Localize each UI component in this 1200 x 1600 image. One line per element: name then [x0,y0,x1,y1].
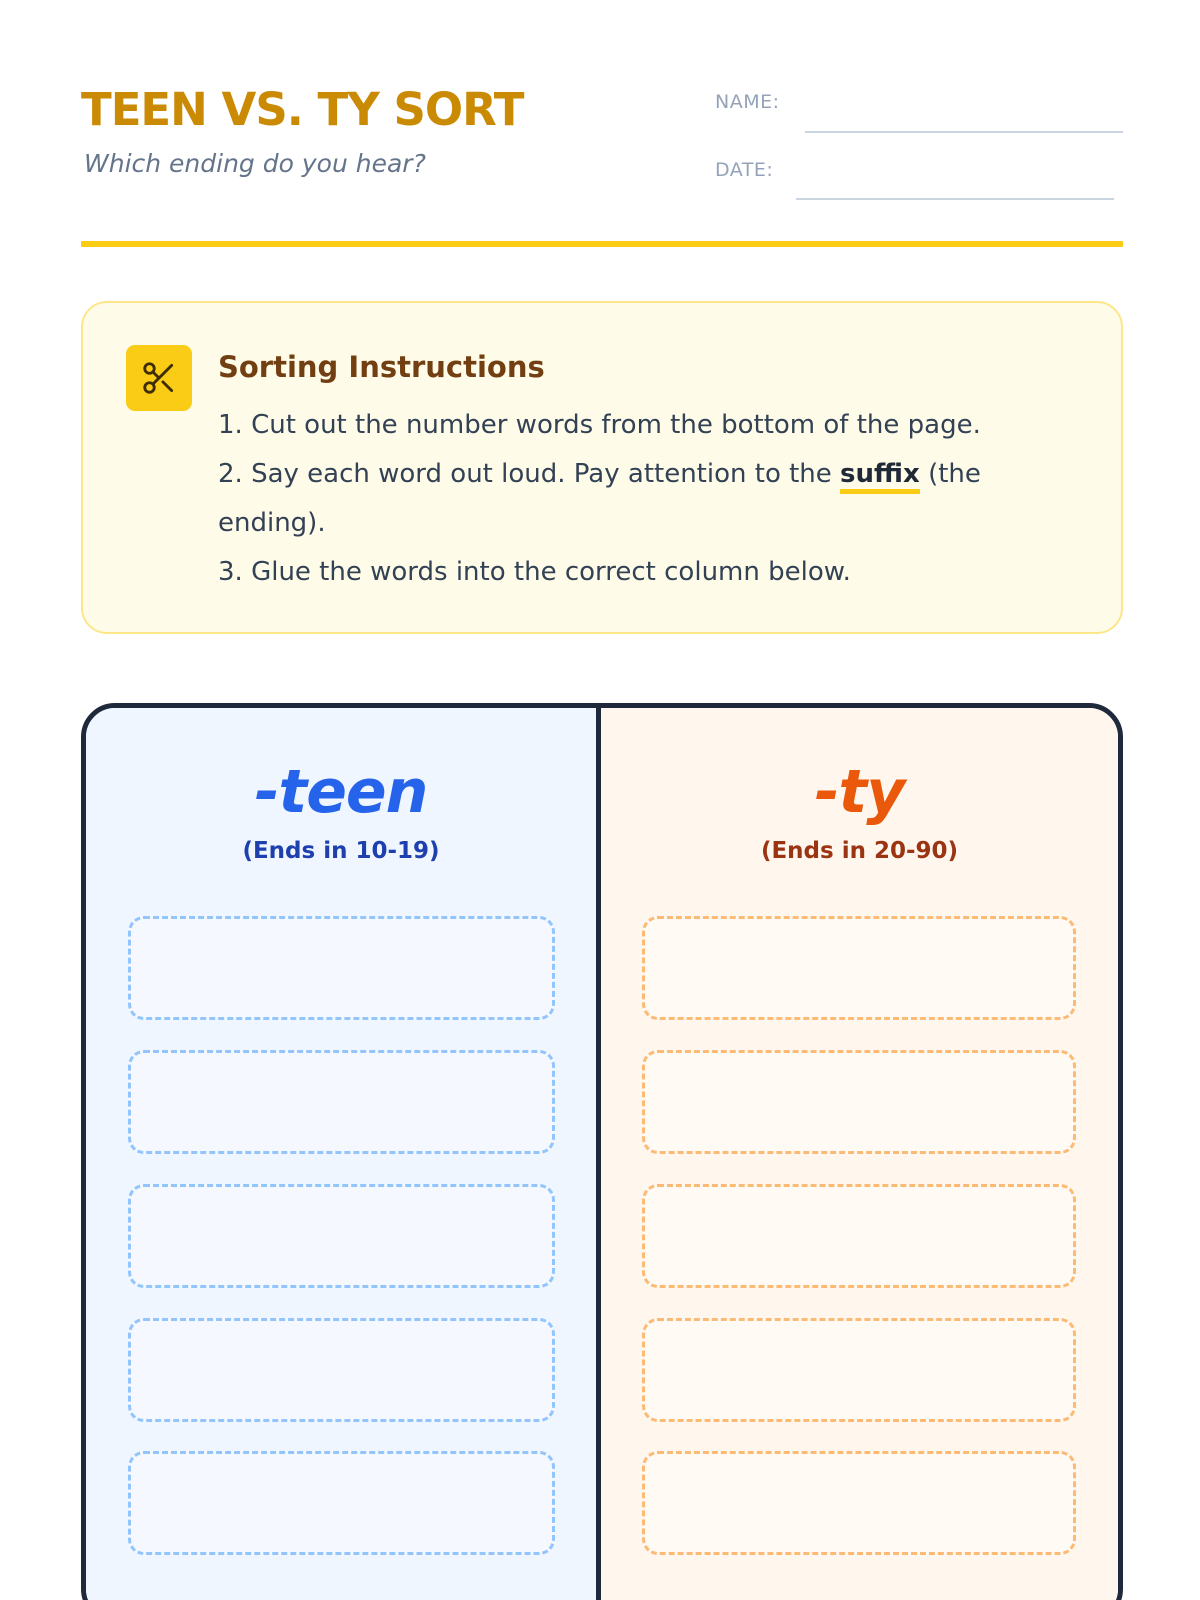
sort-table [81,703,1123,1600]
teen-glue-slot[interactable] [128,1451,555,1555]
ty-glue-slot[interactable] [642,1184,1076,1288]
header-divider [81,241,1123,247]
ty-glue-slot[interactable] [642,1318,1076,1422]
teen-glue-slot[interactable] [128,1184,555,1288]
teen-glue-slot[interactable] [128,1050,555,1154]
date-label: DATE: [715,159,774,181]
instruction-step-3: 3. Glue the words into the correct column below. [218,557,851,587]
ty-glue-slot[interactable] [642,1451,1076,1555]
worksheet-header [81,82,1123,250]
scissors-icon [126,345,192,411]
page-subtitle: Which ending do you hear? [84,149,426,178]
teen-column-subtitle: (Ends in 10-19) [242,838,440,864]
teen-column [86,708,601,1600]
ty-column [601,708,1118,1600]
name-field[interactable] [805,131,1123,133]
teen-column-title: -teen [254,757,428,827]
teen-glue-slot[interactable] [128,1318,555,1422]
instruction-step-1: 1. Cut out the number words from the bottom of the page. [218,410,981,440]
instruction-step-2-text: 2. Say each word out loud. Pay attention to the [218,459,841,489]
instructions-box [81,301,1123,634]
ty-column-subtitle: (Ends in 20-90) [760,838,959,864]
instructions-list [218,401,1028,597]
ty-glue-slot[interactable] [642,916,1076,1020]
page-title: TEEN VS. TY SORT [81,83,524,136]
teen-glue-slot[interactable] [128,916,555,1020]
ty-glue-slot[interactable] [642,1050,1076,1154]
name-label: NAME: [715,91,780,113]
instruction-step-2-ending: (the ending). [218,459,981,538]
ty-column-title: -ty [814,757,905,827]
instruction-step-2 [218,450,1028,548]
instructions-title: Sorting Instructions [218,350,545,384]
date-field[interactable] [796,198,1114,200]
suffix-keyword: suffix [840,459,920,494]
